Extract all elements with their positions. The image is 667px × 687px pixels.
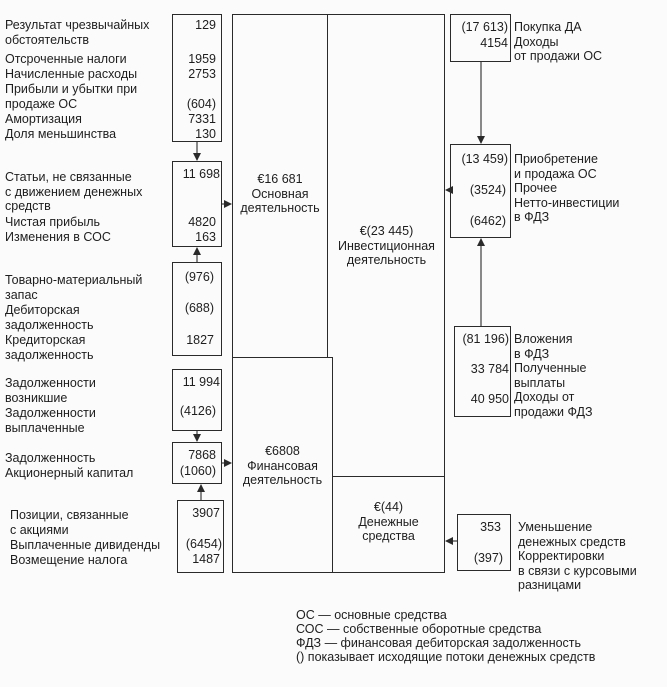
left-g3-value-0: (976) (184, 270, 214, 284)
right-r3-value-2: 40 950 (470, 392, 509, 406)
financing-activities-text: €6808 Финансовая деятельность (242, 444, 323, 487)
right-r1-value-0: (17 613) (461, 20, 508, 34)
left-g2-label-1: Чистая прибыль (5, 215, 100, 229)
right-r3-value-0: (81 196) (462, 332, 509, 346)
right-r4-value-0: 353 (480, 520, 501, 534)
left-g1-label-1: Отсроченные налоги (5, 52, 127, 66)
left-g5-value-0: 7868 (188, 448, 216, 462)
right-r1-label: Покупка ДА Доходы от продажи ОС (514, 20, 603, 63)
left-g2-value-0: 11 698 (182, 167, 220, 181)
right-r2-label: Приобретение и продажа ОС Прочее Нетто-инвестиции в ФДЗ (514, 152, 620, 224)
right-r2-value-1: (3524) (469, 183, 506, 197)
left-g1-value-5: 130 (195, 127, 216, 141)
legend-item-0: ОС — основные средства (296, 608, 447, 622)
right-r2-value-2: (6462) (469, 214, 506, 228)
right-r2-value-0: (13 459) (461, 152, 508, 166)
left-g6-value-2: 1487 (192, 552, 220, 566)
left-g2-value-1: 4820 (188, 215, 216, 229)
left-g1-value-3: (604) (186, 97, 216, 111)
left-g1-label-2: Начисленные расходы (5, 67, 138, 81)
left-g4-label-1: Задолженности выплаченные (5, 406, 96, 435)
left-g5-value-1: (1060) (179, 464, 216, 478)
left-g2-label-2: Изменения в СОС (5, 230, 111, 244)
legend-item-1: СОС — собственные оборотные средства (296, 622, 542, 636)
investing-activities-text: €(23 445) Инвестиционная деятельность (338, 224, 435, 267)
left-g1-value-4: 7331 (188, 112, 216, 126)
legend-item-3: () показывает исходящие потоки денежных средств (296, 650, 596, 664)
left-g6-label-2: Возмещение налога (10, 553, 128, 567)
right-r4-value-1: (397) (473, 551, 503, 565)
right-r3-value-1: 33 784 (470, 362, 509, 376)
left-g1-label-4: Амортизация (5, 112, 82, 126)
left-g3-label-1: Дебиторская задолженность (5, 303, 94, 332)
left-g6-label-0: Позиции, связанные с акциями (10, 508, 129, 537)
right-r4-label: Уменьшение денежных средств Корректировки в связи с курсовыми разницами (518, 520, 637, 592)
legend-item-2: ФДЗ — финансовая дебиторская задолженность (296, 636, 582, 650)
left-g4-value-0: 11 994 (182, 375, 220, 389)
left-g1-value-1: 1959 (188, 52, 216, 66)
left-g1-label-0: Результат чрезвычайных обстоятельств (5, 18, 150, 47)
left-g1-value-2: 2753 (188, 67, 216, 81)
left-g6-value-0: 3907 (192, 506, 220, 520)
right-r1-value-1: 4154 (480, 36, 508, 50)
left-g6-label-1: Выплаченные дивиденды (10, 538, 161, 552)
right-r3-label: Вложения в ФДЗ Полученные выплаты Доходы от продажи ФДЗ (514, 332, 593, 419)
legend (296, 608, 595, 664)
left-g2-value-2: 163 (195, 230, 216, 244)
left-g5-label-0: Задолженность (5, 451, 96, 465)
left-g1-label-5: Доля меньшинства (5, 127, 117, 141)
left-g3-label-2: Кредиторская задолженность (5, 333, 94, 362)
left-g4-label-0: Задолженности возникшие (5, 376, 96, 405)
left-g2-label-0: Статьи, не связанные с движением денежных средств (5, 170, 143, 213)
left-g3-value-2: 1827 (186, 333, 214, 347)
left-g6-value-1: (6454) (185, 537, 222, 551)
left-g3-value-1: (688) (184, 301, 214, 315)
left-g5-label-1: Акционерный капитал (5, 466, 134, 480)
left-g3-label-0: Товарно-материальный запас (5, 273, 143, 302)
left-g1-value-0: 129 (195, 18, 216, 32)
cash-text: €(44) Денежные средства (358, 500, 419, 543)
left-g4-value-1: (4126) (179, 404, 216, 418)
left-g1-label-3: Прибыли и убытки при продаже ОС (5, 82, 138, 111)
operating-activities-text: €16 681 Основная деятельность (240, 172, 320, 215)
